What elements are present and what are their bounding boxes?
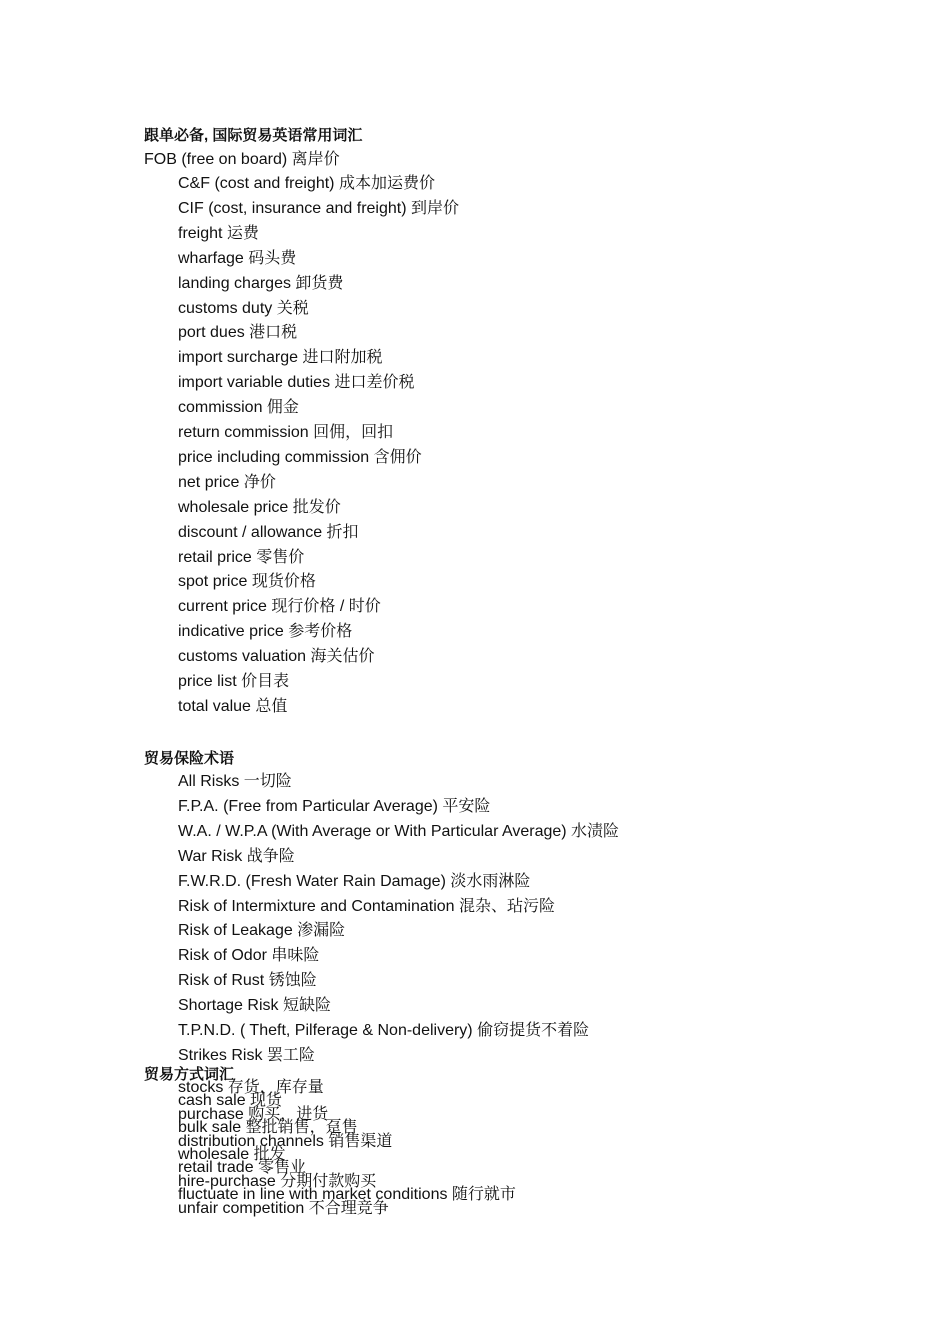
section-title-trade-methods: 贸易方式词汇: [144, 1066, 235, 1083]
term-line: Risk of Leakage 渗漏险: [178, 922, 346, 940]
term-line: spot price 现货价格: [178, 573, 316, 591]
term-line: wholesale 批发: [178, 1146, 286, 1163]
term-line: War Risk 战争险: [178, 847, 295, 865]
term-line: unfair competition 不合理竞争: [178, 1199, 389, 1217]
term-line: discount / allowance 折扣: [178, 523, 359, 541]
section-title-trade-terms: 跟单必备, 国际贸易英语常用词汇: [144, 127, 363, 144]
term-line: bulk sale 整批销售，趸售: [178, 1119, 358, 1137]
term-line: return commission 回佣，回扣: [178, 424, 394, 441]
term-line: Strikes Risk 罢工险: [178, 1046, 315, 1064]
term-line: retail trade 零售业: [178, 1159, 307, 1177]
term-line: Shortage Risk 短缺险: [178, 997, 331, 1015]
term-line: customs duty 关税: [178, 299, 309, 317]
term-line: Risk of Odor 串味险: [178, 947, 320, 965]
term-line: customs valuation 海关估价: [178, 648, 375, 666]
term-line: cash sale 现货: [178, 1092, 283, 1110]
term-line: port dues 港口税: [178, 324, 298, 342]
term-line: total value 总值: [178, 697, 288, 715]
section-title-insurance-terms: 贸易保险术语: [144, 750, 235, 767]
term-line: fluctuate in line with market conditions 随行就市: [178, 1186, 516, 1204]
term-line: F.P.A. (Free from Particular Average) 平安险: [178, 797, 491, 815]
term-line: distribution channels 销售渠道: [178, 1132, 393, 1150]
term-line: import surcharge 进口附加税: [178, 349, 383, 367]
term-line: CIF (cost, insurance and freight) 到岸价: [178, 199, 459, 217]
term-line: price including commission 含佣价: [178, 448, 422, 466]
term-line: stocks 存货，库存量: [178, 1079, 324, 1096]
term-line: retail price 零售价: [178, 548, 305, 566]
term-line: price list 价目表: [178, 673, 290, 690]
term-line: T.P.N.D. ( Theft, Pilferage & Non-delivery) 偷窃提货不着险: [178, 1022, 590, 1039]
term-line: hire-purchase 分期付款购买: [178, 1172, 377, 1190]
term-line: freight 运费: [178, 224, 259, 242]
term-line: current price 现行价格 / 时价: [178, 598, 381, 616]
term-line: F.W.R.D. (Fresh Water Rain Damage) 淡水雨淋险: [178, 872, 531, 890]
term-line: All Risks 一切险: [178, 773, 292, 790]
term-line: C&F (cost and freight) 成本加运费价: [178, 175, 435, 192]
term-line: W.A. / W.P.A (With Average or With Particular Average) 水渍险: [178, 822, 620, 840]
term-line: Risk of Intermixture and Contamination 混杂、玷污险: [178, 897, 556, 915]
term-line: indicative price 参考价格: [178, 623, 353, 641]
term-line: purchase 购买，进货: [178, 1105, 329, 1123]
term-line: import variable duties 进口差价税: [178, 374, 415, 392]
term-line: wharfage 码头费: [178, 249, 297, 267]
term-line: net price 净价: [178, 473, 276, 491]
term-line: landing charges 卸货费: [178, 274, 344, 292]
term-line: commission 佣金: [178, 399, 299, 417]
term-line: Risk of Rust 锈蚀险: [178, 972, 317, 990]
term-line: wholesale price 批发价: [178, 498, 341, 516]
term-line: FOB (free on board) 离岸价: [144, 151, 340, 168]
